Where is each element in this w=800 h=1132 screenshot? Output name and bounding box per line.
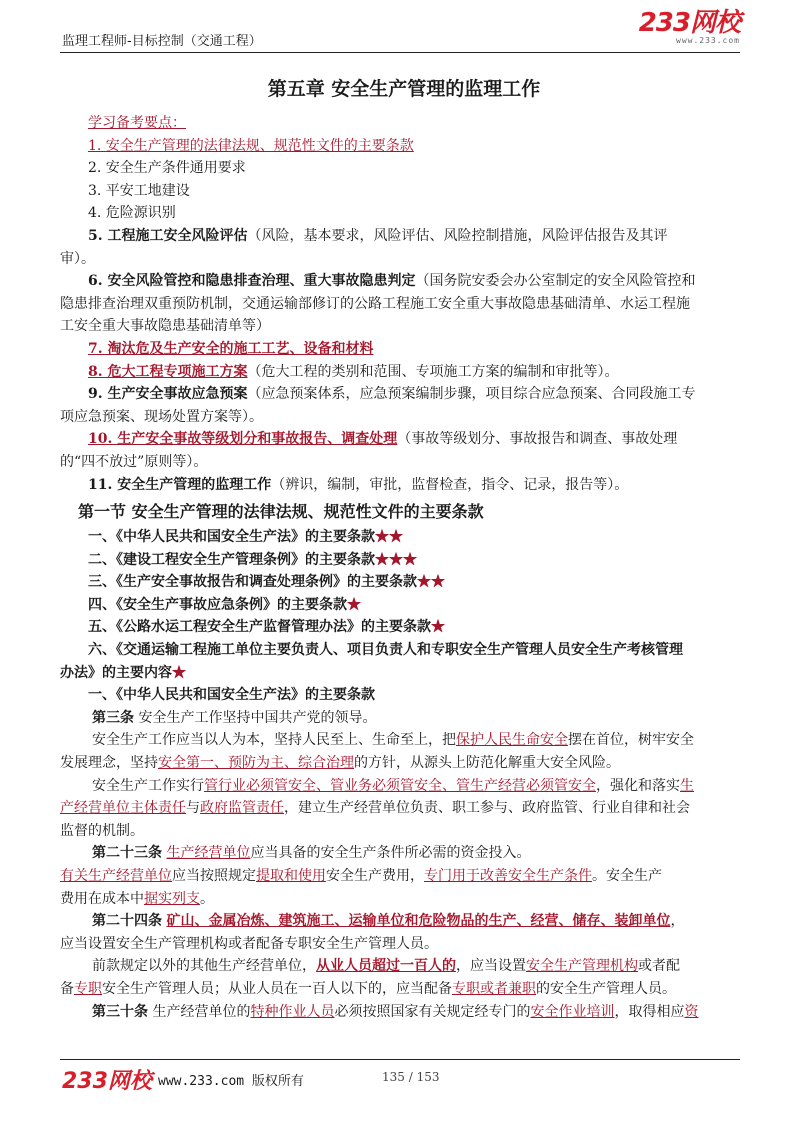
section-title: 第一节 安全生产管理的法律法规、规范性文件的主要条款 <box>78 502 484 522</box>
sub-heading: 一、《中华人民共和国安全生产法》的主要条款 <box>88 687 375 704</box>
study-point-7: 7. 淘汰危及生产安全的施工工艺、设备和材料 <box>88 340 374 357</box>
law-item-6: 六、《交通运输工程施工单位主要负责人、项目负责人和专职安全生产管理人员安全生产考核管理 <box>88 642 683 659</box>
law-item-4: 四、《安全生产事故应急条例》的主要条款★ <box>88 596 361 613</box>
study-point-10: 10. 生产安全事故等级划分和事故报告、调查处理（事故等级划分、事故报告和调查、事故处理 <box>88 431 678 448</box>
study-points-heading: 学习备考要点： <box>88 115 186 131</box>
paragraph-7-cont: 备专职安全生产管理人员；从业人员在一百人以下的，应当配备专职或者兼职的安全生产管理人员。 <box>60 980 676 997</box>
law-item-6-cont: 办法》的主要内容★ <box>60 664 186 681</box>
logo-text: 233网校 <box>638 8 740 38</box>
paragraph-3-cont: 产经营单位主体责任与政府监管责任，建立生产经营单位负责、职工参与、政府监管、行业自律和社会 <box>60 800 690 817</box>
study-point-5-cont: 审）。 <box>60 250 95 267</box>
study-point-6: 6. 安全风险管控和隐患排查治理、重大事故隐患判定（国务院安委会办公室制定的安全风险管控和 <box>88 273 696 290</box>
article-3: 第三条 安全生产工作坚持中国共产党的领导。 <box>92 709 377 726</box>
study-point-10-cont: 的“四不放过”原则等）。 <box>60 453 208 470</box>
article-23: 第二十三条 生产经营单位应当具备的安全生产条件所必需的资金投入。 <box>92 845 531 862</box>
study-point-9-cont: 项应急预案、现场处置方案等）。 <box>60 408 263 425</box>
article-24-cont: 应当设置安全生产管理机构或者配备专职安全生产管理人员。 <box>60 935 438 952</box>
law-item-2: 二、《建设工程安全生产管理条例》的主要条款★★★ <box>88 551 417 568</box>
header-title: 监理工程师-目标控制（交通工程） <box>62 34 262 49</box>
study-point-9: 9. 生产安全事故应急预案（应急预案体系，应急预案编制步骤，项目综合应急预案、合同段施工专 <box>88 386 696 403</box>
brand-logo <box>639 10 740 45</box>
logo-url: www.233.com <box>676 36 740 45</box>
study-point-6-cont2: 工安全重大事故隐患基础清单等） <box>60 318 270 335</box>
law-item-3: 三、《生产安全事故报告和调查处理条例》的主要条款★★ <box>88 574 445 591</box>
article-24: 第二十四条 矿山、金属冶炼、建筑施工、运输单位和危险物品的生产、经营、储存、装卸单位， <box>92 913 685 930</box>
paragraph-5-cont: 费用在成本中据实列支。 <box>60 890 214 907</box>
study-point-1: 1. 安全生产管理的法律法规、规范性文件的主要条款 <box>88 137 414 154</box>
chapter-title: 第五章 安全生产管理的监理工作 <box>267 78 541 100</box>
article-30: 第三十条 生产经营单位的特种作业人员必须按照国家有关规定经专门的安全作业培训，取得相应资 <box>92 1003 699 1020</box>
footer-copyright: www.233.com 版权所有 <box>158 1074 304 1089</box>
study-point-3: 3. 平安工地建设 <box>88 182 190 199</box>
study-point-2: 2. 安全生产条件通用要求 <box>88 160 246 177</box>
study-point-8: 8. 危大工程专项施工方案（危大工程的类别和范围、专项施工方案的编制和审批等）。 <box>88 363 619 380</box>
document-body <box>60 70 730 1023</box>
paragraph-2: 安全生产工作应当以人为本，坚持人民至上、生命至上，把保护人民生命安全摆在首位，树牢安全 <box>92 732 694 749</box>
page-number: 135 / 153 <box>382 1070 440 1084</box>
law-item-5: 五、《公路水运工程安全生产监督管理办法》的主要条款★ <box>88 619 445 636</box>
paragraph-5: 有关生产经营单位应当按照规定提取和使用安全生产费用，专门用于改善安全生产条件。安全生产 <box>60 868 662 884</box>
footer-logo: 233网校 <box>62 1069 152 1094</box>
study-point-6-cont1: 隐患排查治理双重预防机制，交通运输部修订的公路工程施工安全重大事故隐患基础清单、水运工程施 <box>60 295 690 312</box>
study-point-4: 4. 危险源识别 <box>88 205 176 222</box>
paragraph-3-cont2: 监督的机制。 <box>60 822 144 839</box>
paragraph-2-cont: 发展理念，坚持安全第一、预防为主、综合治理的方针，从源头上防范化解重大安全风险。 <box>60 755 620 772</box>
study-point-5: 5. 工程施工安全风险评估（风险，基本要求，风险评估、风险控制措施，风险评估报告及其评 <box>88 227 668 244</box>
paragraph-7: 前款规定以外的其他生产经营单位，从业人员超过一百人的，应当设置安全生产管理机构或者配 <box>92 958 680 975</box>
paragraph-3: 安全生产工作实行管行业必须管安全、管业务必须管安全、管生产经营必须管安全，强化和落实生 <box>92 777 694 794</box>
law-item-1: 一、《中华人民共和国安全生产法》的主要条款★★ <box>88 529 403 546</box>
page-header <box>60 0 740 53</box>
study-point-11: 11. 安全生产管理的监理工作（辨识，编制，审批，监督检查，指令、记录，报告等）。 <box>88 476 629 493</box>
page-footer <box>60 1059 740 1092</box>
